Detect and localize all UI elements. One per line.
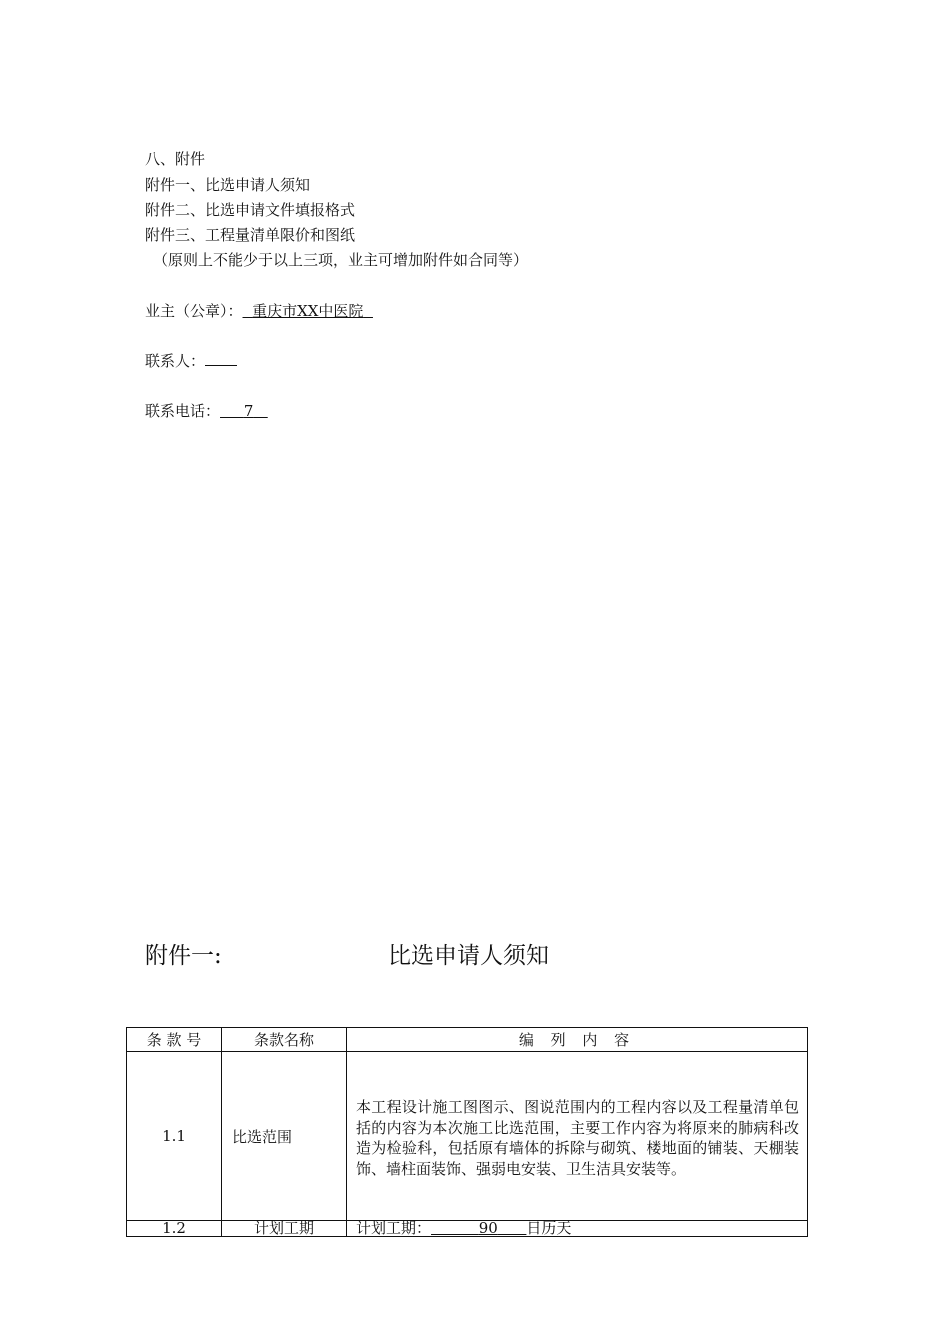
phone-label: 联系电话： [145, 402, 221, 420]
owner-value: 重庆市XX中医院 [252, 302, 364, 320]
row-content: 计划工期： 90 日历天 [347, 1221, 808, 1237]
row-name: 比选范围 [222, 1052, 347, 1221]
table-row [127, 1221, 808, 1237]
phone-line [145, 400, 268, 421]
phone-value: 7 [243, 402, 254, 420]
attachment1-title: 比选申请人须知 [388, 943, 549, 969]
attachment-item-1: 附件一、比选申请人须知 [145, 176, 311, 194]
contact-label: 联系人： [145, 352, 206, 370]
header-clause-name: 条款名称 [222, 1028, 347, 1052]
owner-line [145, 300, 373, 321]
attachment-item-2: 附件二、比选申请文件填报格式 [145, 201, 356, 219]
attachment1-label: 附件一: [145, 943, 222, 969]
row-content: 本工程设计施工图图示、图说范围内的工程内容以及工程量清单包括的内容为本次施工比选范围，主要工作内容为将原来的肺病科改造为检验科，包括原有墙体的拆除与砌筑、楼地面的铺装、天棚装饰、墙柱面装饰、强弱电安装、卫生洁具安装等。 [347, 1052, 808, 1221]
header-clause-no: 条 款 号 [127, 1028, 222, 1052]
table-row [127, 1052, 808, 1221]
attachment-item-3: 附件三、工程量清单限价和图纸 [145, 226, 356, 244]
table-header-row [127, 1028, 808, 1052]
contact-blank [205, 351, 237, 366]
section-heading: 八、附件 [145, 150, 206, 168]
row-name: 计划工期 [222, 1221, 347, 1237]
row-no: 1.1 [127, 1052, 222, 1221]
contact-line [145, 350, 237, 371]
owner-label: 业主（公章）： [145, 302, 243, 320]
header-content: 编 列 内 容 [347, 1028, 808, 1052]
row-no: 1.2 [127, 1221, 222, 1237]
attachments-note: （原则上不能少于以上三项，业主可增加附件如合同等） [153, 251, 529, 269]
requirements-table [126, 1027, 808, 1237]
